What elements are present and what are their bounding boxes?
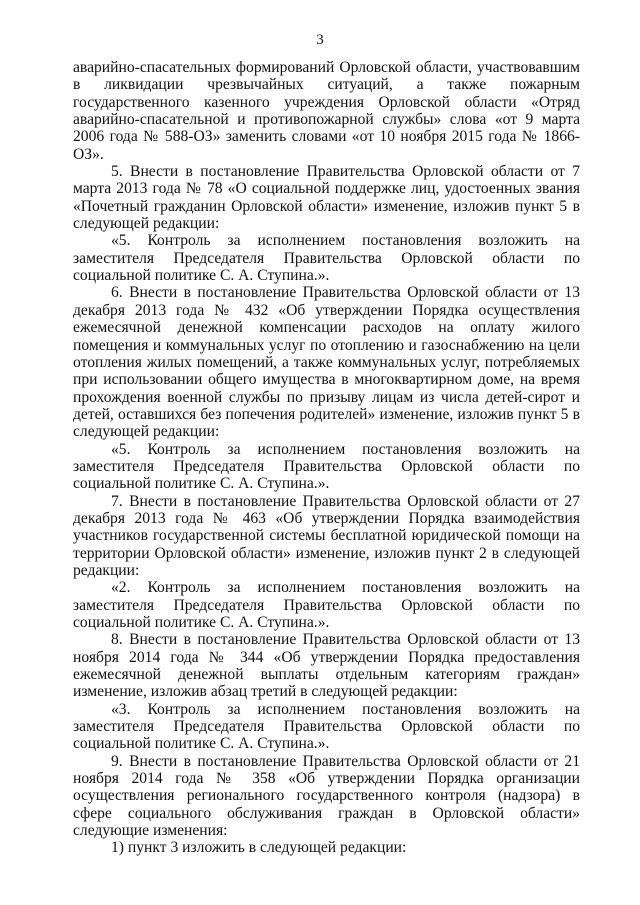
paragraph-continuation: аварийно-спасательных формирований Орловской области, участвовавшим в ликвидации чрезвычайных ситуаций, а также пожарным государственного казенного учреждения Орловской области «Отряд аварийно-спасательной и противопожарной службы» слова «от 9 марта 2006 года № 588-ОЗ» заменить словами «от 10 ноября 2015 года № 1866-ОЗ». (73, 59, 580, 163)
page-number: 3 (316, 32, 324, 48)
paragraph-item-8: 8. Внести в постановление Правительства Орловской области от 13 ноября 2014 года № 344 «Об утверждении Порядка предоставления ежемесячной денежной выплаты отдельным категориям граждан» изменение, изложив абзац третий в следующей редакции: (73, 631, 580, 701)
paragraph-quote-8: «3. Контроль за исполнением постановления возложить на заместителя Председателя Правительства Орловской области по социальной политике С. А. Ступина.». (73, 700, 580, 753)
paragraph-quote-7: «2. Контроль за исполнением постановления возложить на заместителя Председателя Правительства Орловской области по социальной политике С. А. Ступина.». (73, 579, 580, 631)
paragraph-item-5: 5. Внести в постановление Правительства Орловской области от 7 марта 2013 года № 78 «О социальной поддержке лиц, удостоенных звания «Почетный гражданин Орловской области» изменение, изложив пункт 5 в следующей редакции: (73, 163, 580, 233)
paragraph-item-6: 6. Внести в постановление Правительства Орловской области от 13 декабря 2013 года № 432 «Об утверждении Порядка осуществления ежемесячной денежной компенсации расходов на оплату жилого помещения и коммунальных услуг по отоплению и газоснабжению на цели отопления жилых помещений, а также коммунальных услуг, потребляемых при использовании общего имущества в многоквартирном доме, на время прохождения военной службы по призыву лицам из числа детей-сирот и детей, оставшихся без попечения родителей» изменение, изложив пункт 5 в следующей редакции: (73, 284, 580, 441)
paragraph-quote-5: «5. Контроль за исполнением постановления возложить на заместителя Председателя Правительства Орловской области по социальной политике С. А. Ступина.». (73, 232, 580, 285)
paragraph-item-9: 9. Внести в постановление Правительства Орловской области от 21 ноября 2014 года № 358 «Об утверждении Порядка организации осуществления регионального государственного контроля (надзора) в сфере социального обслуживания граждан в Орловской области» следующие изменения: (73, 752, 580, 840)
paragraph-quote-6: «5. Контроль за исполнением постановления возложить на заместителя Председателя Правительства Орловской области по социальной политике С. А. Ступина.». (73, 440, 580, 493)
document-body (73, 59, 580, 857)
paragraph-item-7: 7. Внести в постановление Правительства Орловской области от 27 декабря 2013 года № 463 «Об утверждении Порядка взаимодействия участников государственной системы бесплатной юридической помощи на территории Орловской области» изменение, изложив пункт 2 в следующей редакции: (73, 492, 580, 579)
paragraph-subitem-1: 1) пункт 3 изложить в следующей редакции: (111, 839, 407, 857)
